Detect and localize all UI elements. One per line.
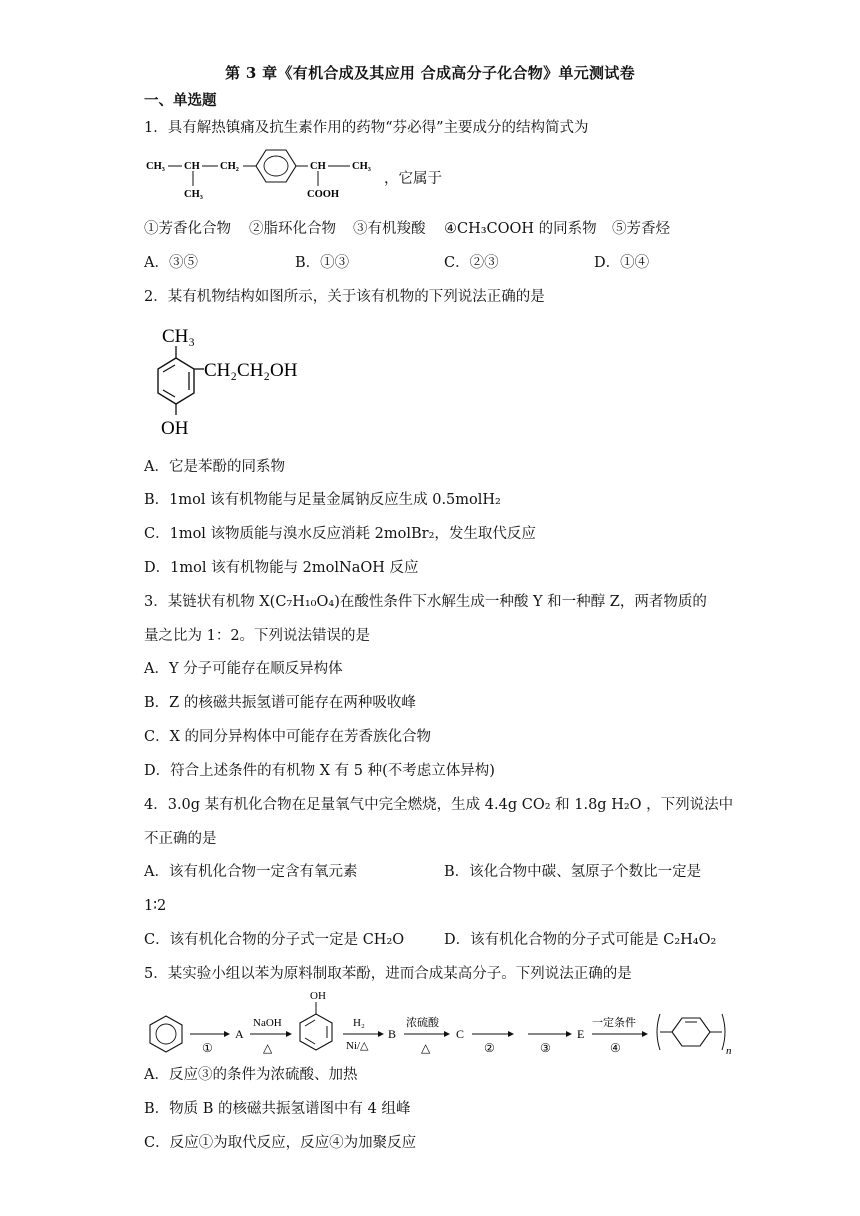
struct-ch3-left: CH₃ (146, 161, 165, 172)
q3-option-c: C．X 的同分异构体中可能存在芳香族化合物 (144, 729, 432, 745)
struct-oh-bottom: OH (161, 418, 189, 439)
q3-stem-line2: 量之比为 1：2。下列说法错误的是 (144, 628, 371, 644)
step-3-label: ③ (540, 1041, 551, 1055)
q5-option-a: A．反应③的条件为浓硫酸、加热 (144, 1067, 358, 1083)
q1-choice-3: ③有机羧酸 (353, 221, 426, 237)
q1-stem: 1．具有解热镇痛及抗生素作用的药物“芬必得”主要成分的结构简式为 (144, 120, 589, 136)
q5-stem: 5．某实验小组以苯为原料制取苯酚，进而合成某高分子。下列说法正确的是 (144, 966, 632, 982)
reagent-h2: H₂ (353, 1017, 365, 1029)
heat-symbol-1: △ (263, 1041, 273, 1055)
q2-stem: 2．某有机物结构如图所示，关于该有机物的下列说法正确的是 (144, 289, 545, 305)
q1-structure (146, 148, 376, 202)
step-4-label: ④ (610, 1041, 621, 1055)
scheme-a: A (235, 1027, 244, 1041)
q4-option-c: C．该有机化合物的分子式一定是 CH₂O (144, 932, 405, 948)
q3-option-a: A．Y 分子可能存在顺反异构体 (144, 661, 343, 677)
q1-choice-1: ①芳香化合物 (144, 221, 231, 237)
reagent-ni: Ni/△ (346, 1040, 369, 1052)
struct-ch2: CH₂ (220, 161, 239, 172)
q1-option-b: B．①③ (295, 255, 350, 271)
q3-stem-line1: 3．某链状有机物 X(C₇H₁₀O₄)在酸性条件下水解生成一种酸 Y 和一种醇 Z，两者物质的 (144, 594, 707, 610)
struct-ch-right: CH (310, 161, 326, 172)
phenol-oh: OH (310, 990, 326, 1002)
page-title: 第 3 章《有机合成及其应用 合成高分子化合物》单元测试卷 (225, 64, 635, 82)
struct-ch3-right: CH₃ (352, 161, 371, 172)
q4-stem-line1: 4．3.0g 某有机化合物在足量氧气中完全燃烧，生成 4.4g CO₂ 和 1.8g H₂O ，下列说法中 (144, 797, 734, 813)
q5-option-b: B．物质 B 的核磁共振氢谱图中有 4 组峰 (144, 1101, 411, 1117)
q2-option-c: C．1mol 该物质能与溴水反应消耗 2molBr₂，发生取代反应 (144, 526, 536, 542)
q1-suffix: ，它属于 (384, 171, 442, 187)
q2-option-a: A．它是苯酚的同系物 (144, 459, 285, 475)
reagent-naoh: NaOH (253, 1017, 282, 1029)
q4-option-b-cont: 1∶2 (144, 898, 167, 914)
q2-structure (140, 322, 320, 440)
q3-option-d: D．符合上述条件的有机物 X 有 5 种(不考虑立体异构) (144, 763, 495, 779)
q1-option-d: D．①④ (594, 255, 650, 271)
step-1-label: ① (202, 1041, 213, 1055)
q1-choice-2: ②脂环化合物 (249, 221, 336, 237)
heat-symbol-2: △ (421, 1041, 431, 1055)
q5-reaction-scheme (140, 986, 740, 1062)
struct-side-chain: CH₂CH₂OH (204, 360, 298, 381)
q3-option-b: B．Z 的核磁共振氢谱可能存在两种吸收峰 (144, 695, 416, 711)
struct-cooh: COOH (307, 189, 340, 200)
q4-stem-line2: 不正确的是 (144, 831, 217, 847)
reagent-acid: 浓硫酸 (406, 1017, 439, 1029)
q1-choice-5: ⑤芳香烃 (612, 221, 670, 237)
q4-option-b: B．该化合物中碳、氢原子个数比一定是 (444, 864, 702, 880)
q2-option-d: D．1mol 该有机物能与 2molNaOH 反应 (144, 560, 419, 576)
q1-option-a: A．③⑤ (144, 255, 198, 271)
q4-option-d: D．该有机化合物的分子式可能是 C₂H₄O₂ (444, 932, 717, 948)
struct-ch: CH (184, 161, 200, 172)
scheme-e: E (577, 1027, 585, 1041)
polymer-n: n (726, 1045, 732, 1057)
step-2-label: ② (484, 1041, 495, 1055)
struct-ch3-branch: CH₃ (184, 189, 203, 200)
scheme-c: C (456, 1027, 465, 1041)
q1-option-c: C．②③ (444, 255, 499, 271)
section-heading: 一、单选题 (144, 92, 217, 109)
scheme-b: B (388, 1027, 397, 1041)
q1-choice-4: ④CH₃COOH 的同系物 (444, 221, 597, 237)
q2-option-b: B．1mol 该有机物能与足量金属钠反应生成 0.5molH₂ (144, 492, 501, 508)
reagent-condition: 一定条件 (592, 1017, 636, 1029)
q4-option-a: A．该有机化合物一定含有氧元素 (144, 864, 358, 880)
q5-option-c: C．反应①为取代反应，反应④为加聚反应 (144, 1135, 417, 1151)
struct-ch3-top: CH₃ (162, 326, 196, 347)
